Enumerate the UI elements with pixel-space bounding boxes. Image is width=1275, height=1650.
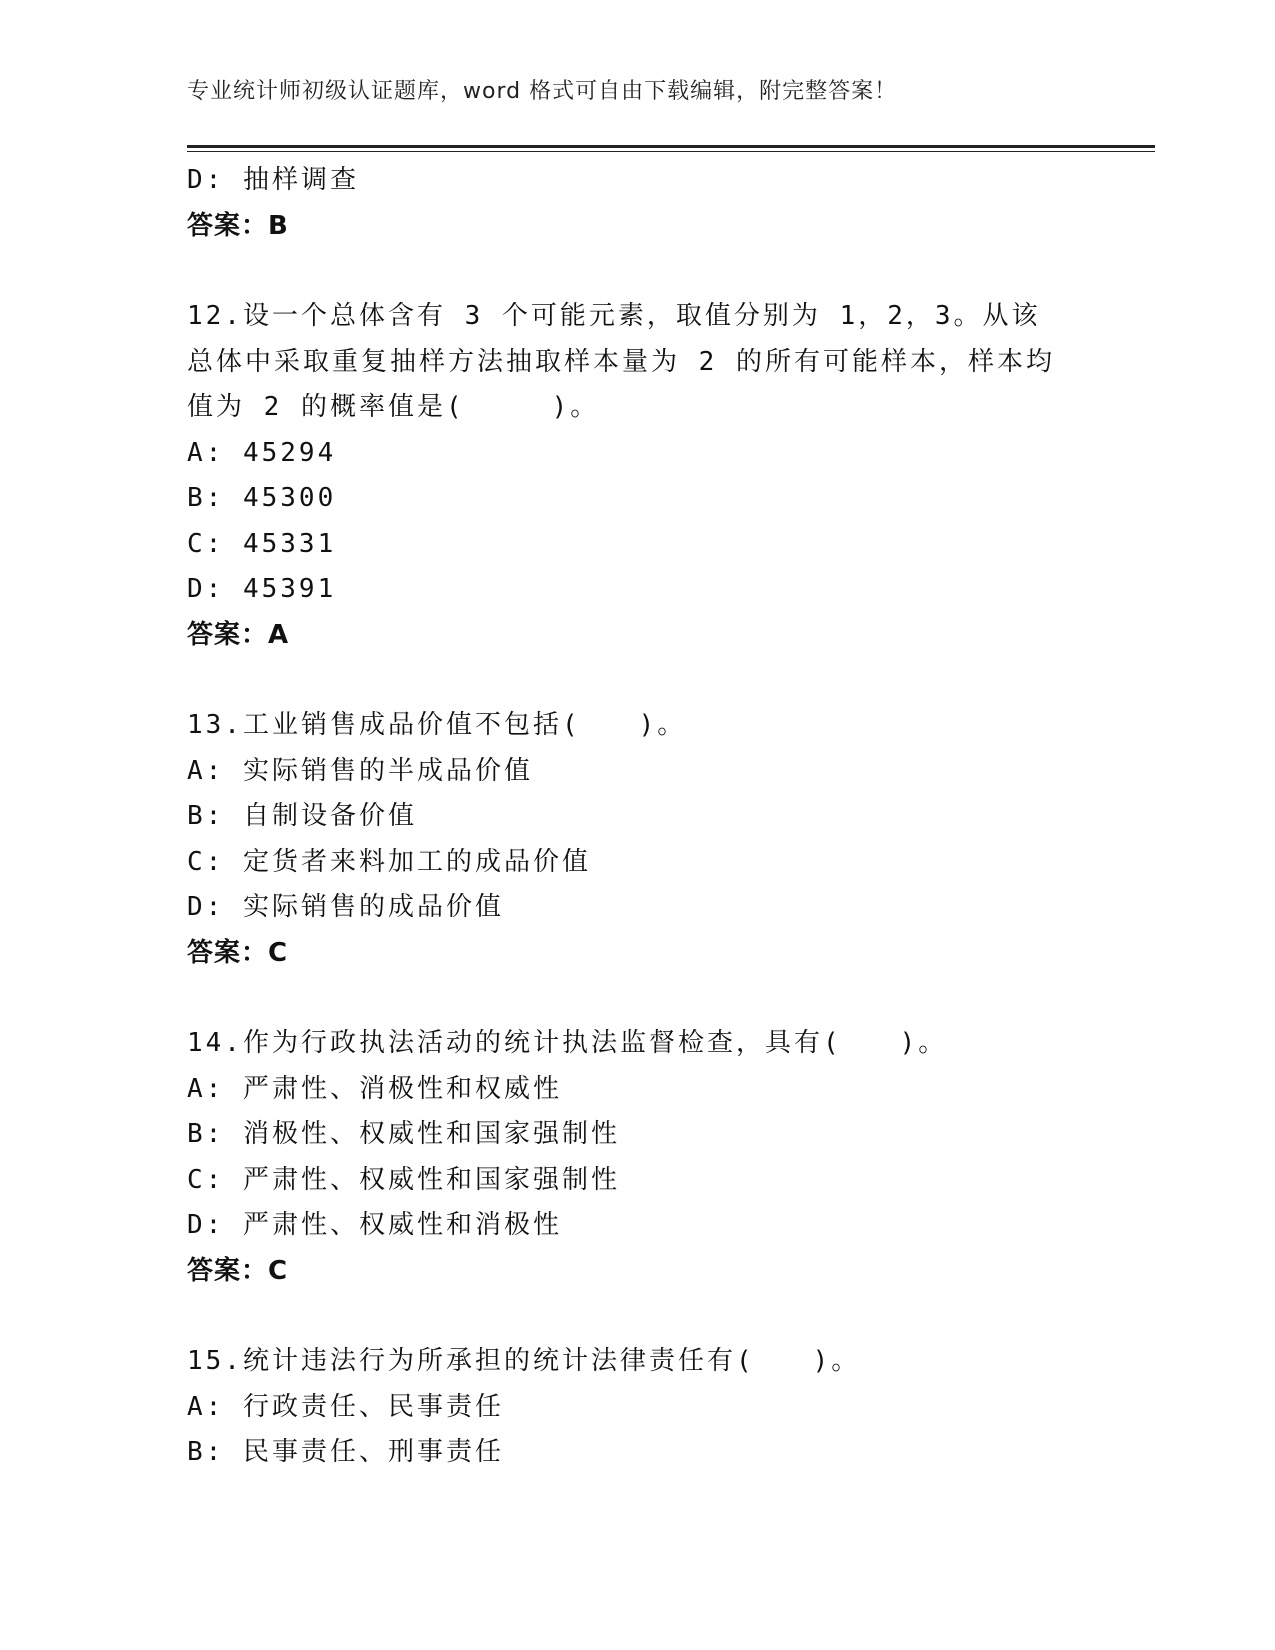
option-a: A: 严肃性、消极性和权威性 — [187, 1073, 562, 1104]
option-d: D: 抽样调查 — [187, 165, 359, 195]
answer-line: 答案：A — [187, 619, 290, 650]
answer-line: 答案：C — [187, 937, 289, 968]
option-c: C: 严肃性、权威性和国家强制性 — [187, 1164, 620, 1195]
answer-line: 答案：B — [187, 210, 289, 241]
question-stem: 12.设一个总体含有 3 个可能元素，取值分别为 1，2，3。从该总体中采取重复抽样方法抽取样本量为 2 的所有可能样本，样本均值为 2 的概率值是( )。 — [187, 301, 1055, 422]
option-a: A: 45294 — [187, 437, 337, 468]
question-stem: 13.工业销售成品价值不包括( )。 — [187, 710, 687, 740]
option-b: B: 45300 — [187, 483, 337, 513]
option-b: B: 消极性、权威性和国家强制性 — [187, 1119, 620, 1149]
question-stem: 14.作为行政执法活动的统计执法监督检查，具有( )。 — [187, 1028, 948, 1058]
option-d: D: 45391 — [187, 574, 337, 604]
question-12 — [187, 294, 1067, 658]
header-rule-thick — [187, 145, 1155, 148]
option-d: D: 严肃性、权威性和消极性 — [187, 1210, 562, 1240]
option-b: B: 自制设备价值 — [187, 801, 417, 831]
question-13 — [187, 703, 1067, 976]
option-a: A: 行政责任、民事责任 — [187, 1391, 504, 1422]
answer-line: 答案：C — [187, 1255, 289, 1286]
spacer — [187, 976, 1067, 1021]
option-a: A: 实际销售的半成品价值 — [187, 755, 533, 786]
spacer — [187, 658, 1067, 703]
header-rule-thin — [187, 151, 1155, 152]
option-c: C: 45331 — [187, 528, 337, 559]
option-b: B: 民事责任、刑事责任 — [187, 1437, 504, 1467]
question-list — [187, 158, 1067, 1476]
prev-question-block — [187, 158, 1067, 249]
question-stem: 15.统计违法行为所承担的统计法律责任有( )。 — [187, 1346, 861, 1376]
question-15 — [187, 1339, 1067, 1476]
option-d: D: 实际销售的成品价值 — [187, 892, 504, 922]
question-14 — [187, 1021, 1067, 1294]
page-header: 专业统计师初级认证题库，word 格式可自由下载编辑，附完整答案！ — [187, 79, 898, 104]
spacer — [187, 249, 1067, 294]
spacer — [187, 1294, 1067, 1339]
option-c: C: 定货者来料加工的成品价值 — [187, 846, 591, 877]
